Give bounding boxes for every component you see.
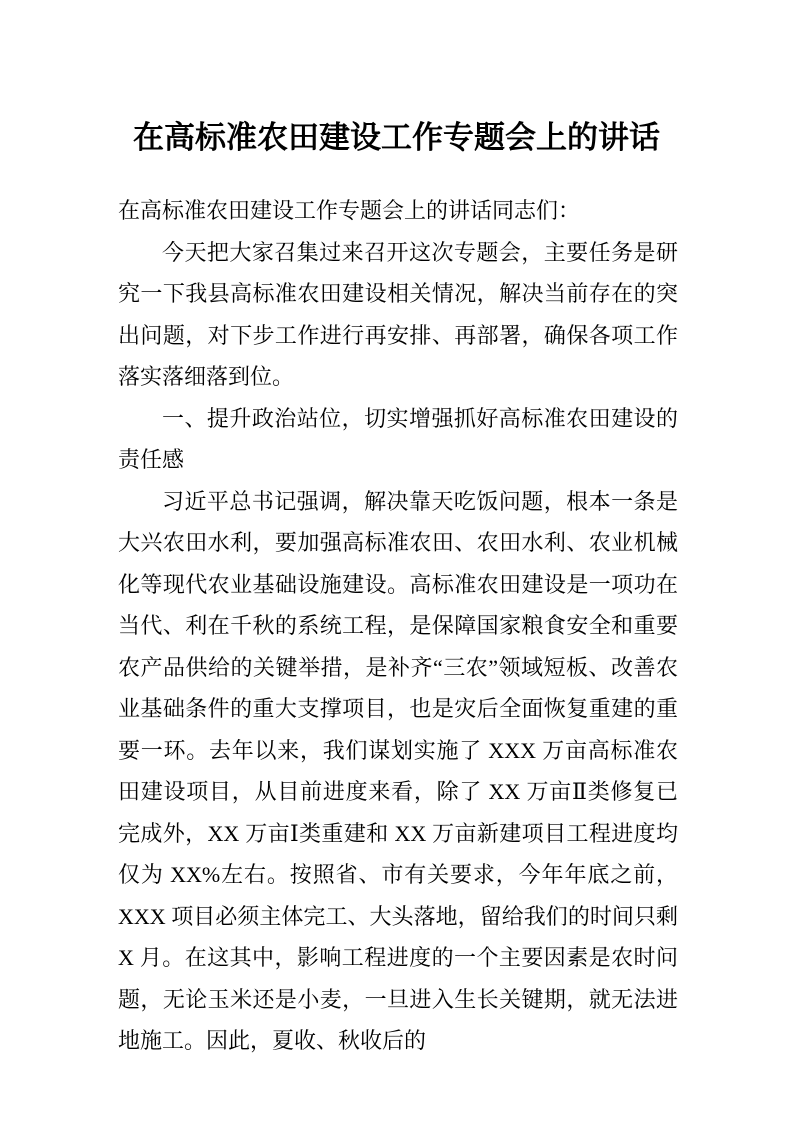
intro-paragraph: 今天把大家召集过来召开这次专题会，主要任务是研究一下我县高标准农田建设相关情况，解决当前存在的突出问题，对下步工作进行再安排、再部署，确保各项工作落实落细落到位。 — [118, 239, 678, 389]
salutation-line: 在高标准农田建设工作专题会上的讲话同志们： — [118, 198, 581, 223]
section-heading: 一、提升政治站位，切实增强抓好高标准农田建设的责任感 — [118, 405, 678, 472]
body-paragraph: 习近平总书记强调，解决靠天吃饭问题，根本一条是大兴农田水利，要加强高标准农田、农田水利、农业机械化等现代农业基础设施建设。高标准农田建设是一项功在当代、利在千秋的系统工程，是保障国家粮食安全和重要农产品供给的关键举措，是补齐“三农”领域短板、改善农业基础条件的重大支撑项目，也是灾后全面恢复重建的重要一环。去年以来，我们谋划实施了 XXX 万亩高标准农田建设项目，从目前进度来看，除了 XX 万亩Ⅱ类修复已完成外，XX 万亩Ⅰ类重建和 XX 万亩新建项目工程进度均仅为 XX%左右。按照省、市有关要求，今年年底之前，XXX 项目必须主体完工、大头落地，留给我们的时间只剩 X 月。在这其中，影响工程进度的一个主要因素是农时问题，无论玉米还是小麦，一旦进入生长关键期，就无法进地施工。因此，夏收、秋收后的 — [118, 488, 678, 1053]
document-body — [118, 190, 678, 1062]
document-title: 在高标准农田建设工作专题会上的讲话 — [133, 120, 660, 155]
